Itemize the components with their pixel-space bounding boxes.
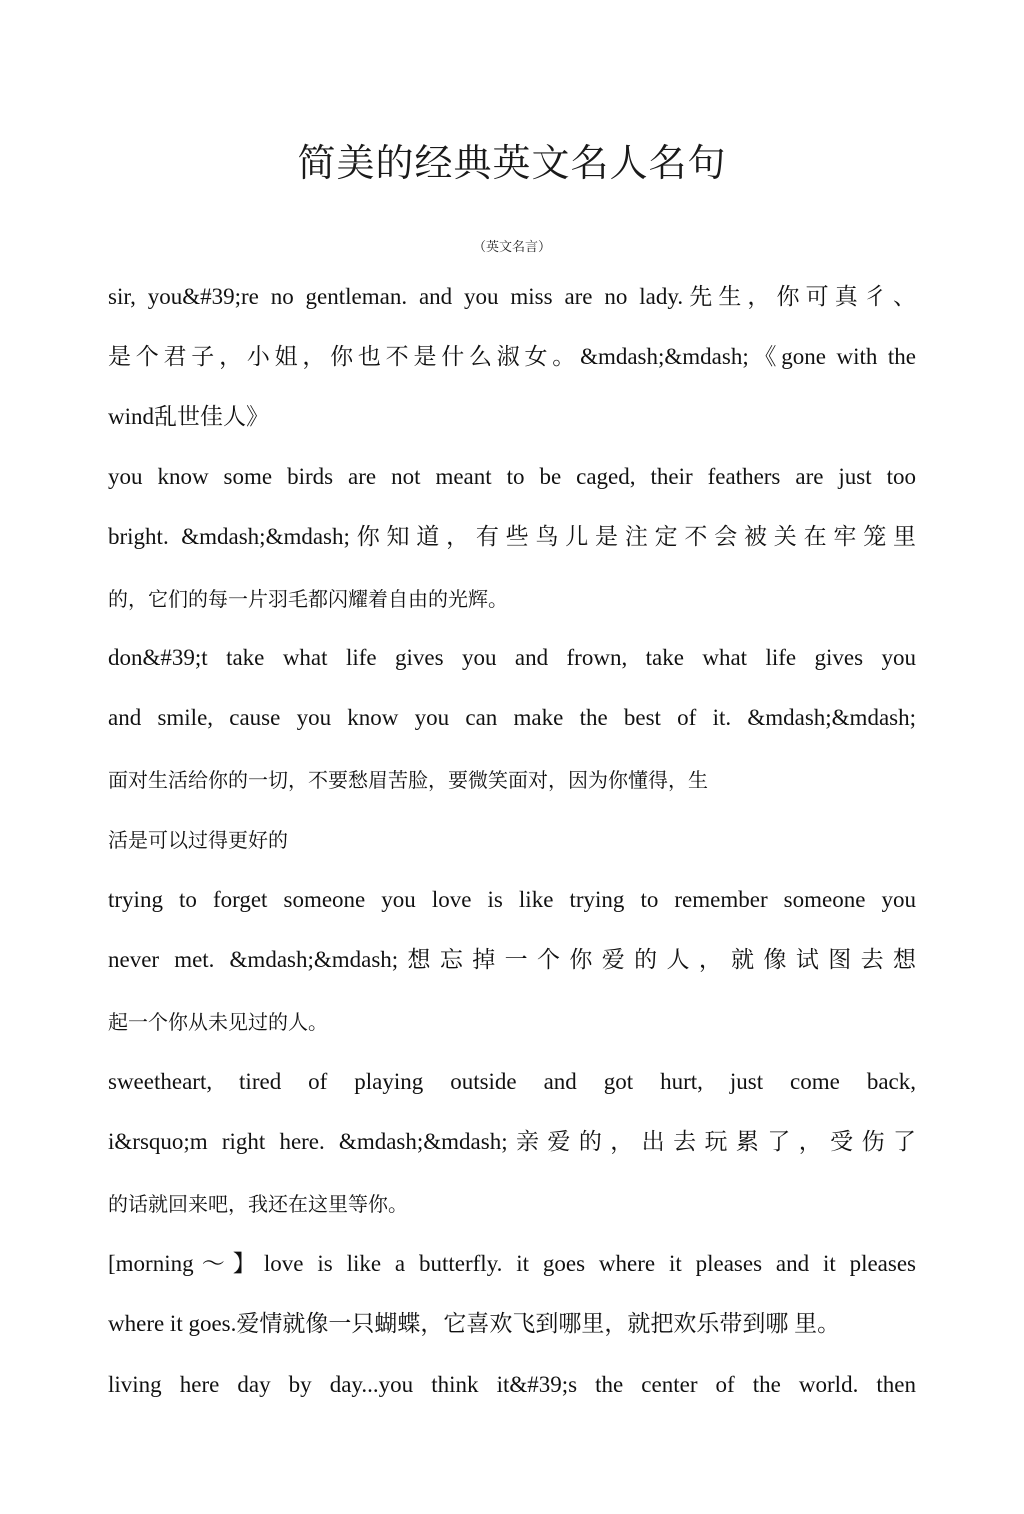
text-line: i&rsquo;m right here. &mdash;&mdash;亲爱的，出去玩累了，受伤了 <box>108 1129 916 1154</box>
text-line: wind乱世佳人》 <box>108 404 269 429</box>
text-line: 活是可以过得更好的 <box>108 828 288 852</box>
text-line: never met. &mdash;&mdash;想忘掉一个你爱的人，就像试图去想 <box>108 947 916 972</box>
text-line: 的，它们的每一片羽毛都闪耀着自由的光辉。 <box>108 587 508 611</box>
text-line: sweetheart, tired of playing outside and got hurt, just come back, <box>108 1069 916 1094</box>
text-line: where it goes.爱情就像一只蝴蝶，它喜欢飞到哪里，就把欢乐带到哪 里。 <box>108 1311 841 1336</box>
text-line: trying to forget someone you love is like trying to remember someone you <box>108 887 916 912</box>
text-line: 是个君子，小姐，你也不是什么淑女。&mdash;&mdash;《gone with the <box>108 344 916 369</box>
text-line: 起一个你从未见过的人。 <box>108 1010 328 1034</box>
text-line: don&#39;t take what life gives you and frown, take what life gives you <box>108 645 916 670</box>
text-line: [morning～】love is like a butterfly. it goes where it pleases and it pleases <box>108 1251 916 1276</box>
text-line: 面对生活给你的一切，不要愁眉苦脸，要微笑面对，因为你懂得，生 <box>108 768 708 792</box>
text-line: sir, you&#39;re no gentleman. and you miss are no lady.先生，你可真彳、 <box>108 284 916 309</box>
text-line: living here day by day...you think it&#39;s the center of the world. then <box>108 1372 916 1397</box>
text-line: you know some birds are not meant to be caged, their feathers are just too <box>108 464 916 489</box>
text-line: 的话就回来吧，我还在这里等你。 <box>108 1192 408 1216</box>
text-line: bright. &mdash;&mdash;你知道，有些鸟儿是注定不会被关在牢笼里 <box>108 524 916 549</box>
document-subtitle: （英文名言） <box>472 240 551 255</box>
text-line: and smile, cause you know you can make the best of it. &mdash;&mdash; <box>108 705 916 730</box>
document-title: 简美的经典英文名人名句 <box>297 141 727 185</box>
